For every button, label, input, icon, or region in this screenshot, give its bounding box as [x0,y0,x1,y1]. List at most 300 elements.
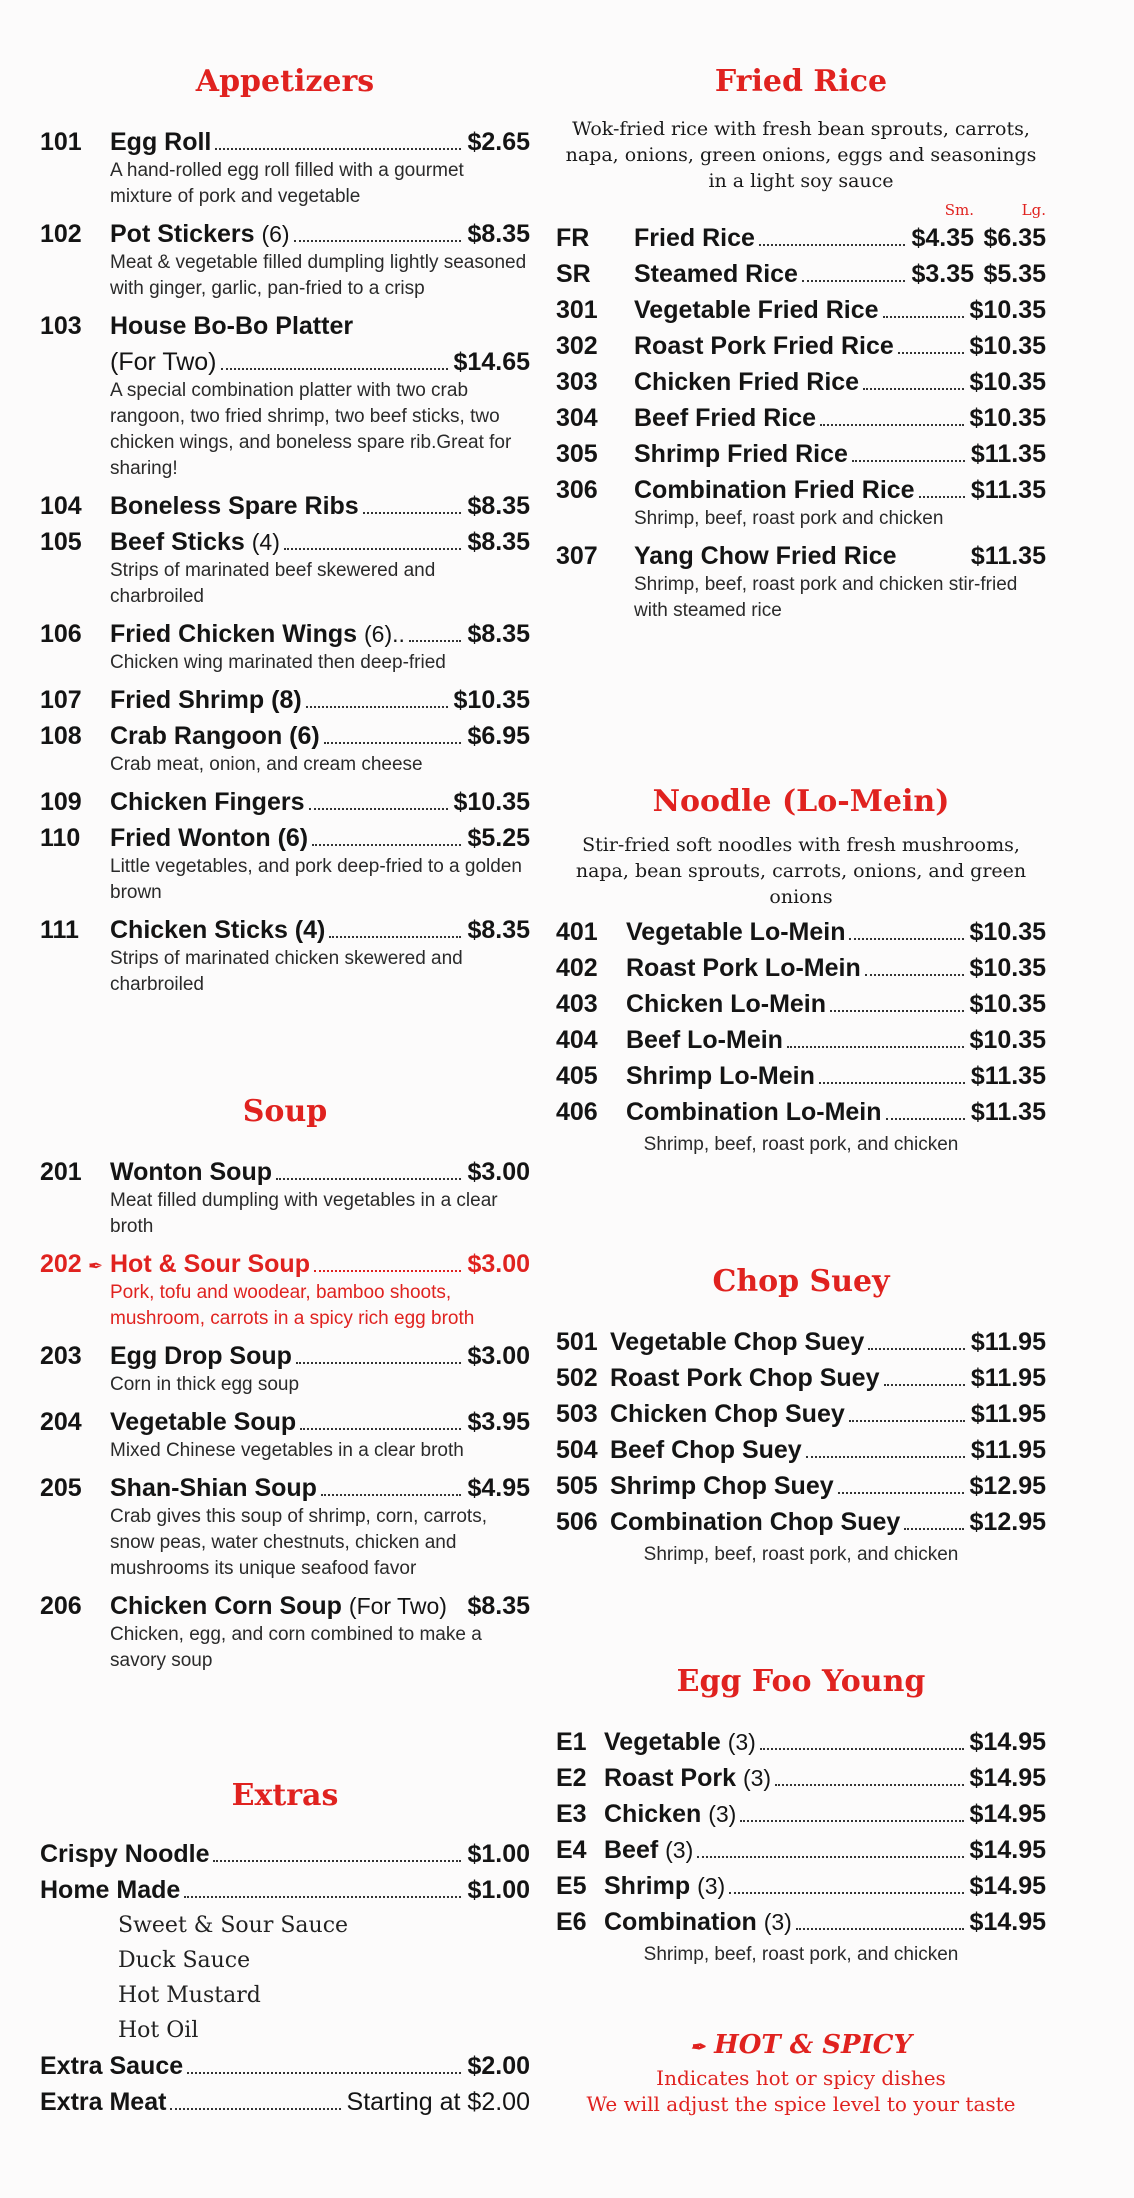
item-name [610,1360,880,1396]
leader-dots [729,1892,963,1894]
item-number: 402 [556,954,598,982]
item-name-text: Chicken Corn Soup [110,1592,342,1620]
leader-dots [409,640,462,642]
leader-dots [759,244,906,246]
item-price: $3.95 [467,1408,530,1436]
item-number: 110 [40,824,81,852]
item-description: Strips of marinated beef skewered and charbroiled [110,560,436,607]
leader-dots [865,974,964,976]
leader-dots [796,1928,964,1930]
item-price: $10.35 [969,368,1046,396]
fried-rice-section [556,62,1046,630]
item-description: Crab gives this soup of shrimp, corn, carrots, snow peas, water chestnuts, chicken and mushrooms its unique seafood favor [110,1506,487,1579]
leader-dots [919,496,965,498]
item-name-text: House Bo-Bo Platter [110,312,354,340]
menu-item [556,1760,1046,1796]
item-name [610,1468,834,1504]
item-name-text: Roast Pork Fried Rice [634,332,894,360]
item-price: $4.95 [467,1474,530,1502]
item-number: E1 [556,1728,587,1756]
item-name-text: Roast Pork Chop Suey [610,1364,880,1392]
leader-dots [852,460,965,462]
menu-item [40,718,530,778]
item-description: Little vegetables, and pork deep-fried to a golden brown [110,856,522,903]
item-number: E2 [556,1764,587,1792]
sauce-item: Duck Sauce [118,1948,251,1973]
item-row [40,488,530,524]
menu-item [556,914,1046,950]
leader-dots [221,368,448,370]
item-name-text: Shrimp Lo-Mein [626,1062,815,1090]
item-description: A hand-rolled egg roll filled with a gourmet mixture of pork and vegetable [110,160,464,207]
chili-pepper-icon: ✒ [88,1256,104,1276]
item-row [556,950,1046,986]
hot-spicy-label: HOT & SPICY [714,2030,913,2060]
leader-dots [296,1362,462,1364]
extras-section [40,1776,530,2120]
soup-title: Soup [242,1094,328,1129]
item-name [110,1588,447,1624]
item-row [556,328,1046,364]
menu-item [556,1724,1046,1760]
item-price: $11.95 [970,1436,1046,1464]
leader-dots [215,148,461,150]
hot-spicy-title [556,2028,1046,2065]
item-row [40,216,530,252]
item-number: FR [556,224,590,252]
item-price: $14.95 [969,1728,1046,1756]
item-description: Crab meat, onion, and cream cheese [110,754,423,775]
fried-rice-title: Fried Rice [714,64,888,99]
item-name: Home Made [40,1876,181,1904]
leader-dots [324,742,462,744]
menu-item [40,682,530,718]
leader-dots [306,706,448,708]
item-name-text: Beef Sticks [110,528,245,556]
leader-dots [184,1896,461,1898]
item-name [634,400,816,436]
item-price: Starting at $2.00 [346,2088,530,2116]
item-name [604,1724,756,1760]
item-price: $8.35 [467,620,530,648]
item-number: 201 [40,1158,82,1186]
item-price: $6.95 [467,722,530,750]
menu-item [556,1022,1046,1058]
item-name [634,472,915,508]
menu-item [556,1324,1046,1360]
item-number: 303 [556,368,598,396]
item-row [556,1468,1046,1504]
item-name-text: Vegetable Lo-Mein [626,918,846,946]
leader-dots [898,352,964,354]
egg-foo-young-list [556,1724,1046,1940]
item-name [626,1058,815,1094]
size-small-label: Sm. [944,201,974,219]
item-number: 204 [40,1408,82,1436]
leader-dots [820,424,964,426]
item-name [626,986,826,1022]
leader-dots [312,844,461,846]
item-price: $11.35 [970,1098,1046,1126]
item-price: $12.95 [969,1508,1046,1536]
item-name-text: Chicken Sticks (4) [110,916,326,944]
item-name-text: Roast Pork [604,1764,736,1792]
item-number: 205 [40,1474,82,1502]
item-row [556,1796,1046,1832]
item-name [110,308,353,344]
item-number: 505 [556,1472,598,1500]
menu-item [556,538,1046,624]
hot-spicy-legend [556,2028,1046,2117]
item-row [40,912,530,948]
sauce-item: Hot Mustard [118,1983,261,2008]
item-price: $10.35 [969,332,1046,360]
noodle-note: Shrimp, beef, roast pork, and chicken [643,1134,959,1155]
egg-foo-young-note: Shrimp, beef, roast pork, and chicken [643,1944,959,1965]
item-description: Corn in thick egg soup [110,1374,300,1395]
item-quantity: (3) [697,1873,726,1899]
item-name-text: Chicken Lo-Mein [626,990,827,1018]
item-name [604,1868,725,1904]
leader-dots [787,1046,964,1048]
item-number: 305 [556,440,598,468]
item-price: $11.35 [970,440,1046,468]
menu-item [556,472,1046,532]
item-price: $2.00 [467,2052,530,2080]
item-price: $3.00 [467,1250,530,1278]
item-name-text: Fried Rice [634,224,755,252]
leader-dots [740,1820,963,1822]
item-row [40,1246,530,1282]
item-description: Mixed Chinese vegetables in a clear broth [110,1440,464,1461]
item-row [40,308,530,344]
item-price: $2.65 [467,128,530,156]
item-row [556,1832,1046,1868]
item-price: $8.35 [467,1592,530,1620]
item-name-text: Egg Drop Soup [110,1342,292,1370]
item-price: $1.00 [467,1840,530,1868]
item-name [110,1154,272,1190]
item-row [556,1022,1046,1058]
item-quantity: (6) [261,221,290,247]
item-price: $11.35 [970,1062,1046,1090]
leader-dots [284,548,462,550]
noodle-list [556,914,1046,1130]
size-large-label: Lg. [1021,201,1046,219]
item-number: 108 [40,722,82,750]
item-name [626,1094,882,1130]
item-price: $11.95 [970,1364,1046,1392]
item-name [634,292,879,328]
item-price-large: $5.35 [983,260,1046,288]
item-price: $10.35 [969,296,1046,324]
chop-suey-title: Chop Suey [712,1264,890,1299]
menu-item [556,1868,1046,1904]
item-name-text: Roast Pork Lo-Mein [626,954,861,982]
item-name: Crispy Noodle [40,1840,210,1868]
menu-item [556,1904,1046,1940]
item-name-text: Combination [604,1908,757,1936]
chop-suey-section [556,1262,1046,1568]
item-name [110,1470,317,1506]
item-name-text: Combination Chop Suey [610,1508,901,1536]
item-price: $12.95 [969,1472,1046,1500]
menu-item [556,220,1046,256]
item-number: 111 [40,916,79,944]
item-price: $14.95 [969,1764,1046,1792]
menu-item [556,436,1046,472]
item-name-text: Yang Chow Fried Rice [634,542,897,570]
menu-item [556,1396,1046,1432]
item-price-large: $6.35 [983,224,1046,252]
item-name-text: Vegetable Fried Rice [634,296,879,324]
menu-item [556,986,1046,1022]
leader-dots [886,1118,965,1120]
item-name [610,1324,864,1360]
menu-item [40,1246,530,1332]
item-price: $11.95 [970,1400,1046,1428]
item-name [634,220,755,256]
item-row [556,1094,1046,1130]
item-row [556,1058,1046,1094]
item-number: 401 [556,918,598,946]
item-row [40,1338,530,1374]
menu-item [556,400,1046,436]
item-number: 206 [40,1592,82,1620]
item-name [110,488,359,524]
item-row [40,1404,530,1440]
leader-dots [170,2108,340,2110]
leader-dots [213,1860,461,1862]
item-number: 105 [40,528,82,556]
item-number: 306 [556,476,598,504]
item-number: 406 [556,1098,598,1126]
item-price: $14.95 [969,1908,1046,1936]
item-row [40,682,530,718]
sauce-list [40,1908,530,2048]
item-name [610,1432,802,1468]
item-name [110,1246,310,1282]
item-name [626,1022,783,1058]
item-name-text: Chicken Fingers [110,788,305,816]
item-number: 503 [556,1400,598,1428]
item-number: E4 [556,1836,587,1864]
soup-list [40,1154,530,1674]
item-quantity: (3) [763,1909,792,1935]
item-number: 106 [40,620,82,648]
item-row [556,364,1046,400]
menu-item [40,124,530,210]
item-row [556,1760,1046,1796]
item-name-text: Egg Roll [110,128,212,156]
item-name: Extra Meat [40,2088,167,2116]
item-price: $10.35 [969,1026,1046,1054]
item-row [556,986,1046,1022]
item-name-text: Combination Fried Rice [634,476,915,504]
noodle-desc: Stir-fried soft noodles with fresh mushrooms, napa, bean sprouts, carrots, onions, and green onions [575,834,1027,908]
menu-item [40,1404,530,1464]
menu-item [556,1504,1046,1540]
item-price: $10.35 [969,918,1046,946]
extras-title: Extras [231,1778,339,1813]
item-quantity: (3) [742,1765,772,1791]
item-row [556,400,1046,436]
item-row [40,820,530,856]
chop-suey-note: Shrimp, beef, roast pork, and chicken [643,1544,959,1565]
item-description: Chicken wing marinated then deep-fried [110,652,446,673]
item-name: Extra Sauce [40,2052,184,2080]
menu-item [40,912,530,998]
item-quantity: (For Two) [348,1593,447,1619]
item-name [634,364,859,400]
item-number: 202 [40,1250,82,1278]
item-row [556,1324,1046,1360]
item-name [110,718,320,754]
menu-item [556,1796,1046,1832]
item-price: $3.35 [911,260,974,288]
item-price: $5.25 [467,824,530,852]
item-price: $8.35 [467,220,530,248]
chop-suey-list [556,1324,1046,1540]
menu-item [40,488,530,524]
item-name [634,256,798,292]
leader-dots [314,1270,461,1272]
menu-item [556,1094,1046,1130]
item-number: E3 [556,1800,587,1828]
leader-dots [863,388,963,390]
soup-section [40,1092,530,1680]
item-row [40,718,530,754]
item-row [556,1868,1046,1904]
menu-item [556,950,1046,986]
hot-spicy-line-2: We will adjust the spice level to your taste [586,2092,1016,2116]
leader-dots [819,1082,965,1084]
item-number: 404 [556,1026,598,1054]
item-price: $3.00 [467,1158,530,1186]
menu-item [556,1832,1046,1868]
leader-dots [830,1010,964,1012]
menu-item [40,1470,530,1582]
leader-dots [802,280,905,282]
item-row [40,344,530,380]
item-number: 203 [40,1342,82,1370]
item-name-text: Chicken [604,1800,702,1828]
item-price: $11.35 [970,542,1046,570]
item-price: $4.35 [911,224,974,252]
item-number: 403 [556,990,598,1018]
item-price: $14.95 [969,1836,1046,1864]
leader-dots [904,1528,963,1530]
item-name-text: Beef Lo-Mein [626,1026,783,1054]
item-name [610,1396,845,1432]
item-name-text: Pot Stickers [110,220,255,248]
menu-item [556,1360,1046,1396]
item-number: 301 [556,296,598,324]
item-number: E6 [556,1908,587,1936]
item-price: $3.00 [467,1342,530,1370]
leader-dots [838,1492,964,1494]
item-name [626,950,861,986]
item-row [556,1432,1046,1468]
leader-dots [294,240,462,242]
item-row [40,524,530,560]
leader-dots [760,1748,964,1750]
item-description: Shrimp, beef, roast pork and chicken [634,508,944,529]
item-name-text: Boneless Spare Ribs [110,492,359,520]
item-name-text: Beef Chop Suey [610,1436,802,1464]
item-name [110,1404,296,1440]
item-name-text: Vegetable Chop Suey [610,1328,865,1356]
leader-dots [884,1384,965,1386]
item-price: $11.35 [970,476,1046,504]
item-price: $11.95 [970,1328,1046,1356]
leader-dots [849,938,963,940]
item-quantity: (6).. [364,621,405,647]
item-row [556,220,1046,256]
item-name [634,328,894,364]
egg-foo-young-section [556,1662,1046,1968]
menu-item [556,292,1046,328]
item-row [556,256,1046,292]
item-name-text: Wonton Soup [110,1158,272,1186]
item-name-text: Hot & Sour Soup [110,1250,310,1278]
sauce-item: Sweet & Sour Sauce [118,1913,349,1938]
item-price: $10.35 [969,954,1046,982]
item-name [604,1904,792,1940]
menu-item [40,308,530,482]
item-name [110,784,305,820]
list-item [40,1872,530,1908]
item-number: 102 [40,220,82,248]
item-row [40,784,530,820]
item-number: 103 [40,312,82,340]
item-row [556,472,1046,508]
item-number: 304 [556,404,598,432]
list-item [40,2084,530,2120]
leader-dots [187,2072,461,2074]
item-number: E5 [556,1872,587,1900]
sauce-item: Hot Oil [118,2018,199,2043]
item-price: $10.35 [453,788,530,816]
item-name [110,912,325,948]
item-name [604,1760,771,1796]
item-row [40,1588,530,1624]
leader-dots [849,1420,965,1422]
menu-item [40,524,530,610]
item-number: 307 [556,542,598,570]
leader-dots [806,1456,965,1458]
item-name [610,1504,900,1540]
item-name-text: Beef Fried Rice [634,404,817,432]
item-description: Meat filled dumpling with vegetables in a clear broth [110,1190,498,1237]
menu-item [556,364,1046,400]
leader-dots [300,1428,461,1430]
item-row [40,1154,530,1190]
item-description: Meat & vegetable filled dumpling lightly seasoned with ginger, garlic, pan-fried to a crisp [110,252,527,299]
item-name [110,216,290,252]
item-number: 502 [556,1364,598,1392]
item-row [40,616,530,652]
item-price: $14.65 [453,348,530,376]
menu-item [556,328,1046,364]
menu-item [40,784,530,820]
leader-dots [309,808,448,810]
item-number: 101 [40,128,82,156]
leader-dots [329,936,461,938]
item-number: 501 [556,1328,598,1356]
item-name [110,682,302,718]
item-price: $10.35 [969,404,1046,432]
